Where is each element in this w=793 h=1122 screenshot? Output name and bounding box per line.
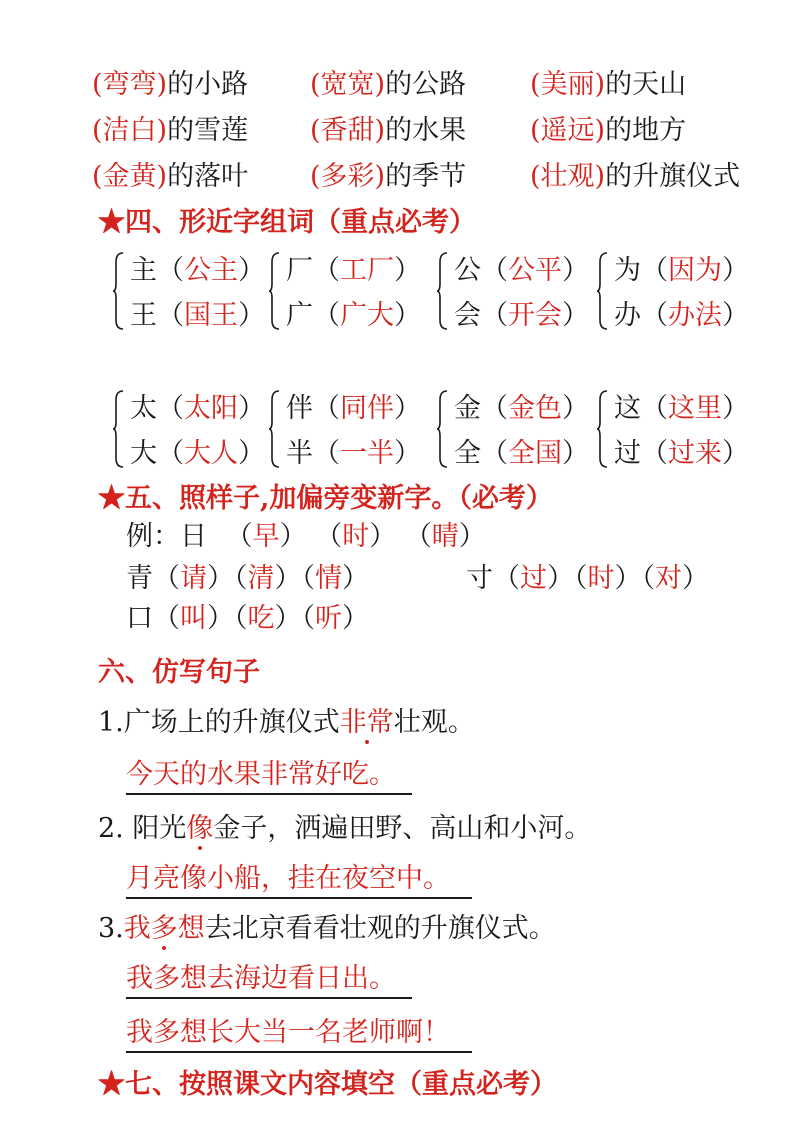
brace-icon bbox=[436, 252, 448, 330]
brace-icon bbox=[268, 252, 280, 330]
word-pair: (弯弯)的小路 bbox=[92, 69, 249, 100]
sentence-2: 2. 阳光像金子，洒遍田野、高山和小河。 bbox=[98, 813, 592, 844]
char-group bbox=[436, 248, 606, 338]
word-pair-row bbox=[92, 62, 686, 101]
word-pair-row bbox=[92, 154, 740, 193]
group-line: 主（公主） bbox=[130, 255, 265, 286]
brace-icon bbox=[596, 252, 608, 330]
word-pair: (多彩)的季节 bbox=[310, 161, 467, 192]
char-group bbox=[112, 248, 282, 338]
brace-icon bbox=[112, 390, 124, 468]
section-7-title: ★七、按照课文内容填空（重点必考） bbox=[98, 1069, 557, 1100]
sentence-3: 3.我多想去北京看看壮观的升旗仪式。 bbox=[98, 913, 556, 944]
word-pair: (金黄)的落叶 bbox=[92, 161, 249, 192]
key-word: 像 bbox=[186, 813, 214, 844]
group-line: 过（过来） bbox=[614, 438, 749, 469]
sentence-1: 1.广场上的升旗仪式非常壮观。 bbox=[98, 707, 475, 738]
group-line: 办（办法） bbox=[614, 300, 749, 331]
section-5-title: ★五、照样子,加偏旁变新字。（必考） bbox=[98, 483, 553, 514]
char-group bbox=[596, 248, 766, 338]
group-line: 广（广大） bbox=[286, 300, 421, 331]
group-line: 这（这里） bbox=[614, 393, 749, 424]
word-pair: (遥远)的地方 bbox=[530, 115, 687, 146]
answer-line: 月亮像小船，挂在夜空中。 bbox=[126, 856, 472, 899]
char-group bbox=[112, 386, 282, 476]
answer-line: 我多想去海边看日出。 bbox=[126, 956, 412, 999]
section-4-title: ★四、形近字组词（重点必考） bbox=[98, 207, 476, 238]
word-pair: (香甜)的水果 bbox=[310, 115, 467, 146]
group-line: 大（大人） bbox=[130, 438, 265, 469]
radical-line-1b: 寸（过）（时）（对） bbox=[466, 563, 709, 594]
group-line: 金（金色） bbox=[454, 393, 589, 424]
word-pair: (壮观)的升旗仪式 bbox=[530, 161, 741, 192]
group-line: 太（太阳） bbox=[130, 393, 265, 424]
group-line: 会（开会） bbox=[454, 300, 589, 331]
word-pair: (宽宽)的公路 bbox=[310, 69, 467, 100]
group-line: 王（国王） bbox=[130, 300, 265, 331]
char-group bbox=[268, 248, 438, 338]
word-pair: (美丽)的天山 bbox=[530, 69, 687, 100]
key-word: 我多想 bbox=[123, 913, 205, 944]
char-group bbox=[596, 386, 766, 476]
group-line: 公（公平） bbox=[454, 255, 589, 286]
group-line: 伴（同伴） bbox=[286, 393, 421, 424]
char-group bbox=[268, 386, 438, 476]
group-line: 为（因为） bbox=[614, 255, 749, 286]
section-6-title: 六、仿写句子 bbox=[98, 657, 260, 688]
word-pair-row bbox=[92, 108, 686, 147]
key-word: 非常 bbox=[339, 707, 394, 738]
answer-line: 今天的水果非常好吃。 bbox=[126, 752, 412, 795]
brace-icon bbox=[112, 252, 124, 330]
answer-line: 我多想长大当一名老师啊！ bbox=[126, 1010, 472, 1053]
example-line: 例：日 （早） （时） （晴） bbox=[126, 521, 486, 552]
brace-icon bbox=[268, 390, 280, 468]
radical-line-1: 青（请）（清）（情） bbox=[126, 563, 369, 594]
word-pair: (洁白)的雪莲 bbox=[92, 115, 249, 146]
char-group bbox=[436, 386, 606, 476]
brace-icon bbox=[436, 390, 448, 468]
group-line: 全（全国） bbox=[454, 438, 589, 469]
group-line: 半（一半） bbox=[286, 438, 421, 469]
brace-icon bbox=[596, 390, 608, 468]
group-line: 厂（工厂） bbox=[286, 255, 421, 286]
radical-line-2: 口（叫）（吃）（听） bbox=[126, 603, 369, 634]
